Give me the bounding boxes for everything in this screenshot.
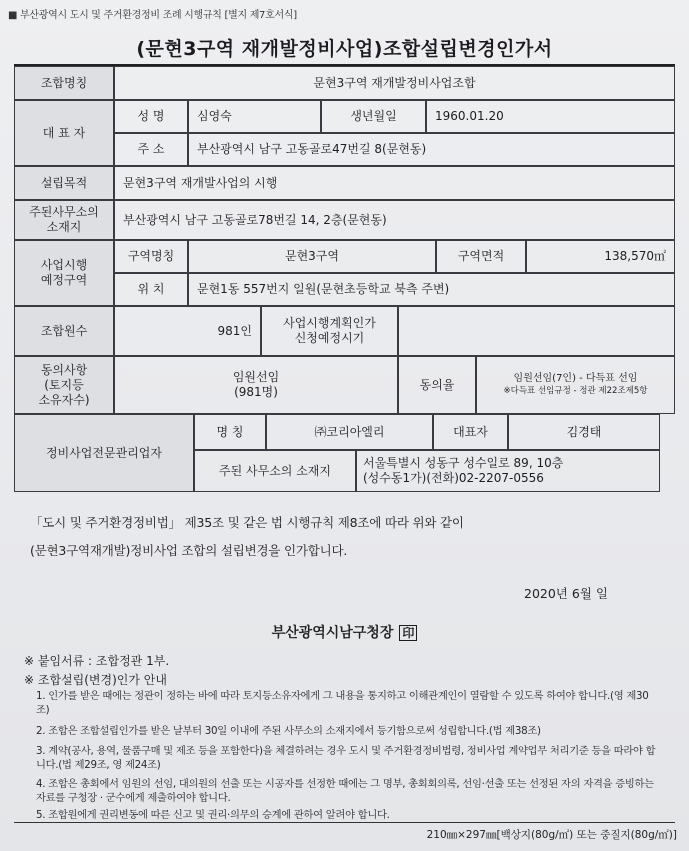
union-name-label: 조합명칭 <box>14 66 114 100</box>
manager-office-line1: 서울특별시 성동구 성수일로 89, 10층 <box>363 456 564 470</box>
members-label: 조합원수 <box>14 306 114 356</box>
zone-area-label: 구역면적 <box>436 240 526 273</box>
footer-divider <box>14 822 675 823</box>
statement-line1: 「도시 및 주거환경정비법」 제35조 및 같은 법 시행규칙 제8조에 따라 위와 같이 <box>30 515 464 530</box>
office-label-line1: 주된사무소의 <box>29 205 99 219</box>
manager-office-value <box>356 450 660 492</box>
statement-line2: (문현3구역재개발)정비사업 조합의 설립변경을 인가합니다. <box>30 543 348 558</box>
project-area-label-line1: 사업시행 <box>40 258 88 272</box>
purpose-value: 문현3구역 재개발사업의 시행 <box>114 166 675 200</box>
issue-date: 2020년 6월 일 <box>524 586 608 601</box>
consent-label-line3: 소유자수) <box>38 392 90 407</box>
paper-spec: 210㎜×297㎜[백상지(80g/㎡) 또는 중질지(80g/㎡)] <box>426 829 677 841</box>
rep-birth-label: 생년월일 <box>321 100 426 133</box>
manager-name-value: ㈜코리아엘리 <box>266 414 433 450</box>
union-name-value: 문현3구역 재개발정비사업조합 <box>114 66 675 100</box>
rep-name-value: 심영숙 <box>188 100 321 133</box>
consent-rate-value <box>476 356 675 414</box>
manager-name-label: 명 칭 <box>194 414 266 450</box>
rep-name-label: 성 명 <box>114 100 188 133</box>
issuer-line <box>0 622 689 642</box>
guide-note-5: 5. 조합원에게 권리변동에 따른 신고 및 권리·의무의 승계에 관하여 알려야 합니다. <box>36 809 390 821</box>
manager-office-line2: (성수동1가)(전화)02-2207-0556 <box>363 471 544 485</box>
representative-label: 대 표 자 <box>14 100 114 166</box>
guide-note-4: 4. 조합은 총회에서 임원의 선임, 대의원의 선출 또는 시공자를 선정한 때에는 그 명부, 총회회의록, 선임·선출 또는 선정된 자의 자격을 증빙하는 자료를 구청장 · 군수에게 제출하여야 합니다. <box>36 778 654 804</box>
manager-rep-value: 김경태 <box>508 414 660 450</box>
office-value: 부산광역시 남구 고동골로78번길 14, 2층(문현동) <box>114 200 675 240</box>
location-value: 문현1동 557번지 일원(문현초등학교 북측 주변) <box>188 273 675 306</box>
issuer-name: 부산광역시남구청장 <box>271 625 394 641</box>
members-value: 981인 <box>114 306 261 356</box>
project-area-label <box>14 240 114 306</box>
zone-area-value: 138,570㎡ <box>526 240 675 273</box>
consent-label <box>14 356 114 414</box>
consent-rate-label: 동의율 <box>398 356 476 414</box>
plan-schedule-label-line1: 사업시행계획인가 <box>283 316 376 330</box>
project-area-label-line2: 예정구역 <box>40 273 88 287</box>
location-label: 위 치 <box>114 273 188 306</box>
plan-schedule-label-line2: 신청예정시기 <box>294 331 365 345</box>
rep-birth-value: 1960.01.20 <box>426 100 675 133</box>
plan-schedule-value <box>398 306 675 356</box>
rep-address-value: 부산광역시 남구 고동골로47번길 8(문현동) <box>188 133 675 166</box>
office-label-line2: 소재지 <box>46 220 82 234</box>
consent-label-line1: 동의사항 <box>40 362 88 377</box>
guide-note-3: 3. 계약(공사, 용역, 물품구매 및 제조 등을 포함한다)을 체결하려는 경우 도시 및 주거환경정비법령, 정비사업 계약업무 처리기준 등을 따라야 합니다.(법 제29조, 영 제24조) <box>36 745 656 771</box>
guide-title: ※ 조합설립(변경)인가 안내 <box>24 673 167 687</box>
guide-note-2: 2. 조합은 조합설립인가를 받은 날부터 30일 이내에 주된 사무소의 소재지에서 등기함으로써 성립합니다.(법 제38조) <box>36 725 541 737</box>
rep-address-label: 주 소 <box>114 133 188 166</box>
office-label <box>14 200 114 240</box>
consent-value <box>114 356 398 414</box>
consent-rate-line2: ※다득표 선임규정 - 정관 제22조제5항 <box>503 386 648 396</box>
consent-value-line2: (981명) <box>234 385 278 399</box>
plan-schedule-label <box>261 306 398 356</box>
guide-note-1: 1. 인가를 받은 때에는 정관이 정하는 바에 따라 토지등소유자에게 그 내용을 통지하고 이해관계인이 열람할 수 있도록 하여야 합니다.(영 제30조) <box>36 690 649 716</box>
document-title: (문현3구역 재개발정비사업)조합설립변경인가서 <box>136 38 553 60</box>
zone-name-label: 구역명칭 <box>114 240 188 273</box>
zone-name-value: 문현3구역 <box>188 240 436 273</box>
manager-office-label: 주된 사무소의 소재지 <box>194 450 356 492</box>
manager-rep-label: 대표자 <box>433 414 508 450</box>
consent-rate-line1: 임원선임(7인) - 다득표 선임 <box>513 373 638 384</box>
form-reference: ■ 부산광역시 도시 및 주거환경정비 조례 시행규칙 [별지 제7호서식] <box>8 10 297 21</box>
consent-value-line1: 임원선임 <box>232 370 280 384</box>
purpose-label: 설립목적 <box>14 166 114 200</box>
attachment-note: ※ 붙임서류 : 조합정관 1부. <box>24 654 170 668</box>
consent-label-line2: (토지등 <box>44 377 84 392</box>
official-seal: 印 <box>399 625 417 641</box>
manager-label: 정비사업전문관리업자 <box>14 414 194 492</box>
